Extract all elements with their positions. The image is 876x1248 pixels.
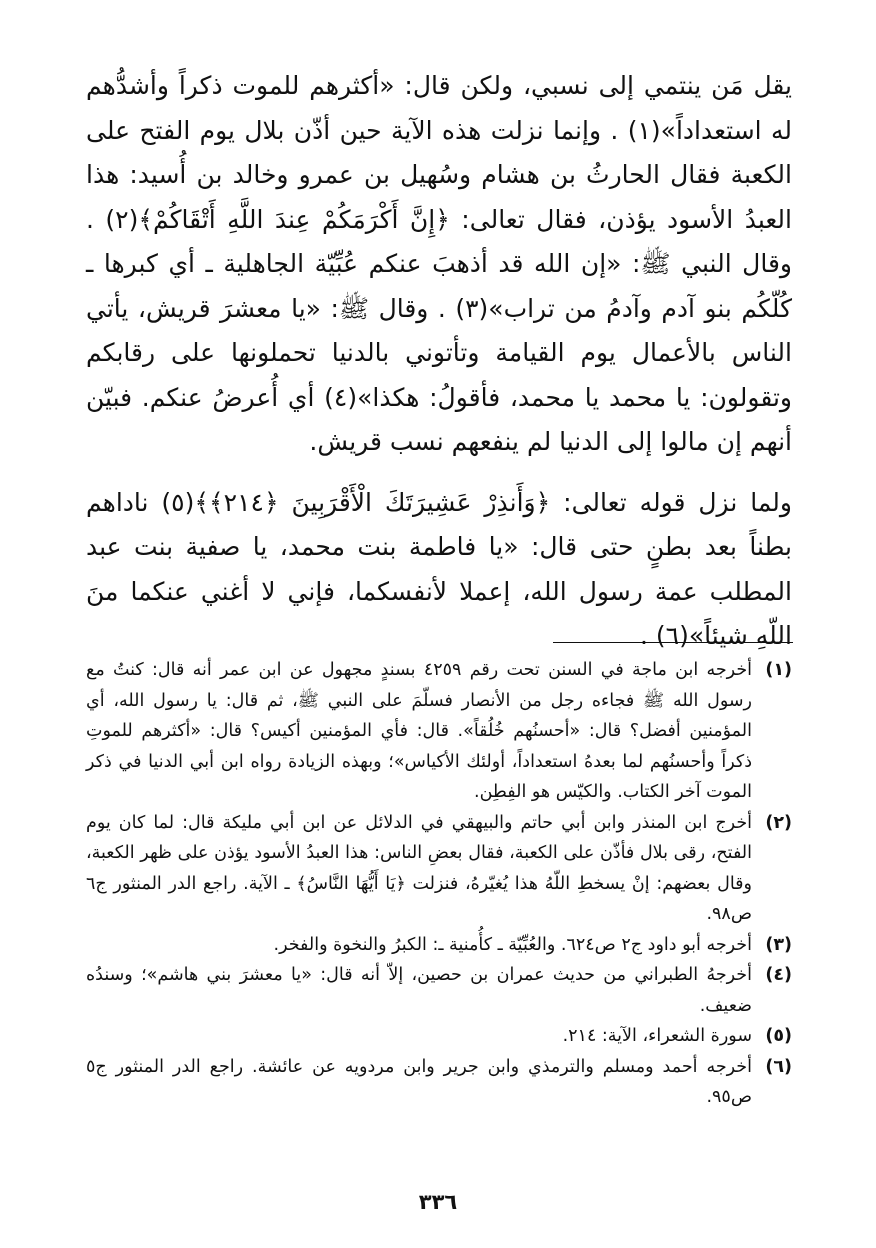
footnote-5 xyxy=(86,1021,792,1052)
main-paragraph-2: ولما نزل قوله تعالى: ﴿وَأَنذِرْ عَشِيرَتَكَ الْأَقْرَبِينَ ﴿٢١٤﴾﴾(٥) ناداهم بطناً بعد بطنٍ حتى قال: «يا فاطمة بنت محمد، يا صفية بنت عبد المطلب عمة رسول الله، إعملا لأنفسكما، فإني لا أغني عنكما منَ اللّهِ شيئاً»(٦) . xyxy=(86,487,792,650)
page-number: ٣٣٦ xyxy=(418,1190,458,1214)
page-body xyxy=(86,64,792,659)
footnote-4 xyxy=(86,960,792,1021)
footnote-number: (٦) xyxy=(765,1056,792,1077)
footnote-text: أخرجهُ الطبراني من حديث عمران بن حصين، إلاّ أنه قال: «يا معشرَ بني هاشم»؛ وسندُه ضعيف. xyxy=(86,965,752,1016)
footnote-number: (٤) xyxy=(765,965,792,985)
footnote-text: أخرجه أبو داود ج٢ ص٦٢٤. والعُبِّيّة ـ كأُمنية ـ: الكبرُ والنخوة والفخر. xyxy=(273,934,752,955)
footnote-text: أخرجه ابن ماجة في السنن تحت رقم ٤٢٥٩ بسندٍ مجهول عن ابن عمر أنه قال: كنتُ مع رسول الله ﷺ فجاءه رجل من الأنصار فسلّمَ على النبي ﷺ، ثم قال: يا رسول الله، أي المؤمنين أفضل؟ قال: «أحسنُهم خُلُقاً». قال: فأي المؤمنين أكيس؟ قال: «أكثرهم للموتِ ذكراً وأحسنُهم لما بعدهُ استعداداً، أولئك الأكياس»؛ وبهذه الزيادة رواه ابن أبي الدنيا في ذكر الموت آخر الكتاب. والكيّس هو الفِطِن. xyxy=(86,660,753,802)
footnote-number: (٢) xyxy=(765,812,792,833)
footnotes xyxy=(86,655,792,1113)
footnote-2 xyxy=(86,808,792,930)
footnote-separator xyxy=(553,642,793,643)
main-text xyxy=(86,64,792,659)
footnote-1 xyxy=(86,655,792,808)
footnote-text: سورة الشعراء، الآية: ٢١٤. xyxy=(562,1026,752,1046)
footnote-text: أخرجه أحمد ومسلم والترمذي وابن جرير وابن مردويه عن عائشة. راجع الدر المنثور ج٥ ص٩٥. xyxy=(86,1056,752,1107)
footnote-3 xyxy=(86,930,792,961)
footnote-number: (١) xyxy=(765,660,792,680)
footnote-6 xyxy=(86,1052,792,1113)
footnote-number: (٥) xyxy=(765,1026,792,1046)
main-paragraph-1: يقل مَن ينتمي إلى نسبي، ولكن قال: «أكثرهم للموت ذكراً وأشدُّهم له استعداداً»(١) . وإنما نزلت هذه الآية حين أذّن بلال يوم الفتح على الكعبة فقال الحارثُ بن هشام وسُهيل بن عمرو وخالد بن أُسيد: هذا العبدُ الأسود يؤذن، فقال تعالى: ﴿إِنَّ أَكْرَمَكُمْ عِندَ اللَّهِ أَتْقَاكُمْ﴾(٢) . وقال النبي ﷺ: «إن الله قد أذهبَ عنكم عُبِّيّة الجاهلية ـ أي كبرها ـ كُلّكُم بنو آدم وآدمُ من تراب»(٣) . وقال ﷺ: «يا معشرَ قريش، يأتي الناس بالأعمال يوم القيامة وتأتوني بالدنيا تحملونها على رقابكم وتقولون: يا محمد يا محمد، فأقولُ: هكذا»(٤) أي أُعرضُ عنكم. فبيّن أنهم إن مالوا إلى الدنيا لم ينفعهم نسب قريش. xyxy=(86,71,792,456)
footnote-number: (٣) xyxy=(765,934,792,955)
footnote-text: أخرج ابن المنذر وابن أبي حاتم والبيهقي في الدلائل عن ابن أبي مليكة قال: لما كان يوم الفتح، رقى بلال فأذّن على الكعبة، فقال بعضِ الناس: هذا العبدُ الأسود يؤذن على ظهر الكعبة، وقال بعضهم: إنْ يسخطِ اللّهُ هذا يُغيّرهُ، فنزلت ﴿يَا أَيُّهَا النَّاسُ﴾ ـ الآية. راجع الدر المنثور ج٦ ص٩٨. xyxy=(86,812,752,924)
